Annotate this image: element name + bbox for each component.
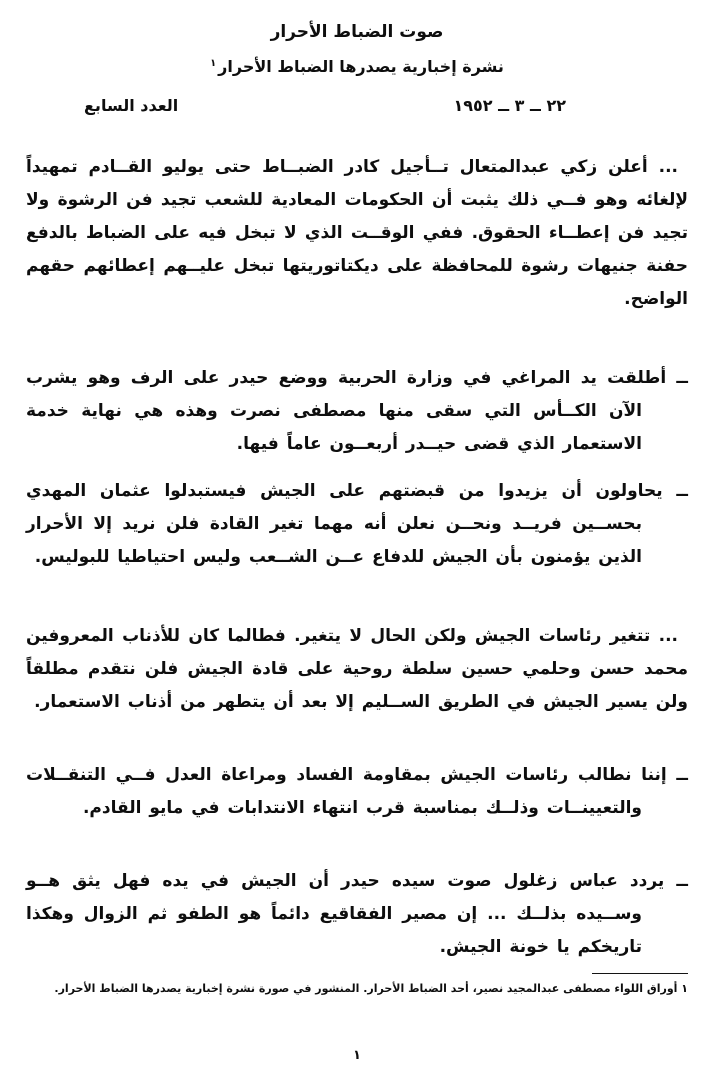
body-paragraph: ــ إننا نطالب رئاسات الجيش بمقاومة الفساد ومراعاة العدل فــي التنقــلات والتعيينــات وذلــك بمناسبة قرب انتهاء الانتدابات في مايو القادم. [26, 765, 688, 818]
body-paragraph: ... تتغير رئاسات الجيش ولكن الحال لا يتغير. فطالما كان للأذناب المعروفين محمد حسن وحلمي حسين سلطة روحية على قادة الجيش فلن نتقدم مطلقاً ولن يسير الجيش في الطريق الســليم إلا بعد أن يتطهر من أذناب الاستعمار. [26, 626, 688, 712]
document-subtitle-text: نشرة إخبارية يصدرها الضباط الأحرار [218, 57, 504, 76]
issue-date: ٢٢ ــ ٣ ــ ١٩٥٢ [453, 96, 566, 115]
meta-row [0, 76, 714, 115]
body-paragraph: ــ أطلقت يد المراغي في وزارة الحربية ووضع حيدر على الرف وهو يشرب الآن الكــأس التي سقى منها مصطفى نصرت وهذه هي نهاية خدمة الاستعمار الذي قضى حيــدر أربعــون عاماً فيها. [26, 368, 688, 454]
body-paragraph: ــ يحاولون أن يزيدوا من قبضتهم على الجيش فيستبدلوا عثمان المهدي بحســين فريــد ونحــن نعلن أنه مهما تغير القادة فلن نريد إلا الأحرار الذين يؤمنون بأن الجيش للدفاع عــن الشــعب وليس احتياطيا للبوليس. [26, 481, 688, 567]
document-header [0, 0, 714, 115]
document-title: صوت الضباط الأحرار [270, 22, 444, 42]
footnote-separator [592, 973, 688, 974]
body-paragraph: ــ يردد عباس زغلول صوت سيده حيدر أن الجيش في يده فهل يثق هــو وســيده بذلــك ... إن مصير الفقاقيع دائماً هو الطفو ثم الزوال وهكذا تاريخكم يا خونة الجيش. [26, 871, 688, 957]
footnote-marker: ١ [681, 982, 688, 995]
footnote [26, 973, 688, 997]
body-paragraph: ... أعلن زكي عبدالمتعال تــأجيل كادر الضبــاط حتى يوليو القــادم تمهيداً لإلغائه وهو فــي ذلك يثبت أن الحكومات المعادية للشعب تجيد فن الرشوة ولا تجيد فن إعطــاء الحقوق. ففي الوقــت الذي لا تبخل فيه على الضباط بالدفع حفنة جنيهات رشوة للمحافظة على ديكتاتوريتها تبخل عليــهم إعطائهم حقهم الواضح. [26, 157, 688, 309]
document-body [0, 115, 714, 964]
footnote-text: أوراق اللواء مصطفى عبدالمجيد نصير، أحد الضباط الأحرار. المنشور في صورة نشرة إخبارية يصدرها الضباط الأحرار. [54, 982, 678, 995]
document-subtitle [0, 57, 714, 76]
footnote-reference-marker: ١ [210, 57, 217, 69]
page-number: ١ [353, 1048, 361, 1063]
issue-number: العدد السابع [84, 96, 179, 115]
